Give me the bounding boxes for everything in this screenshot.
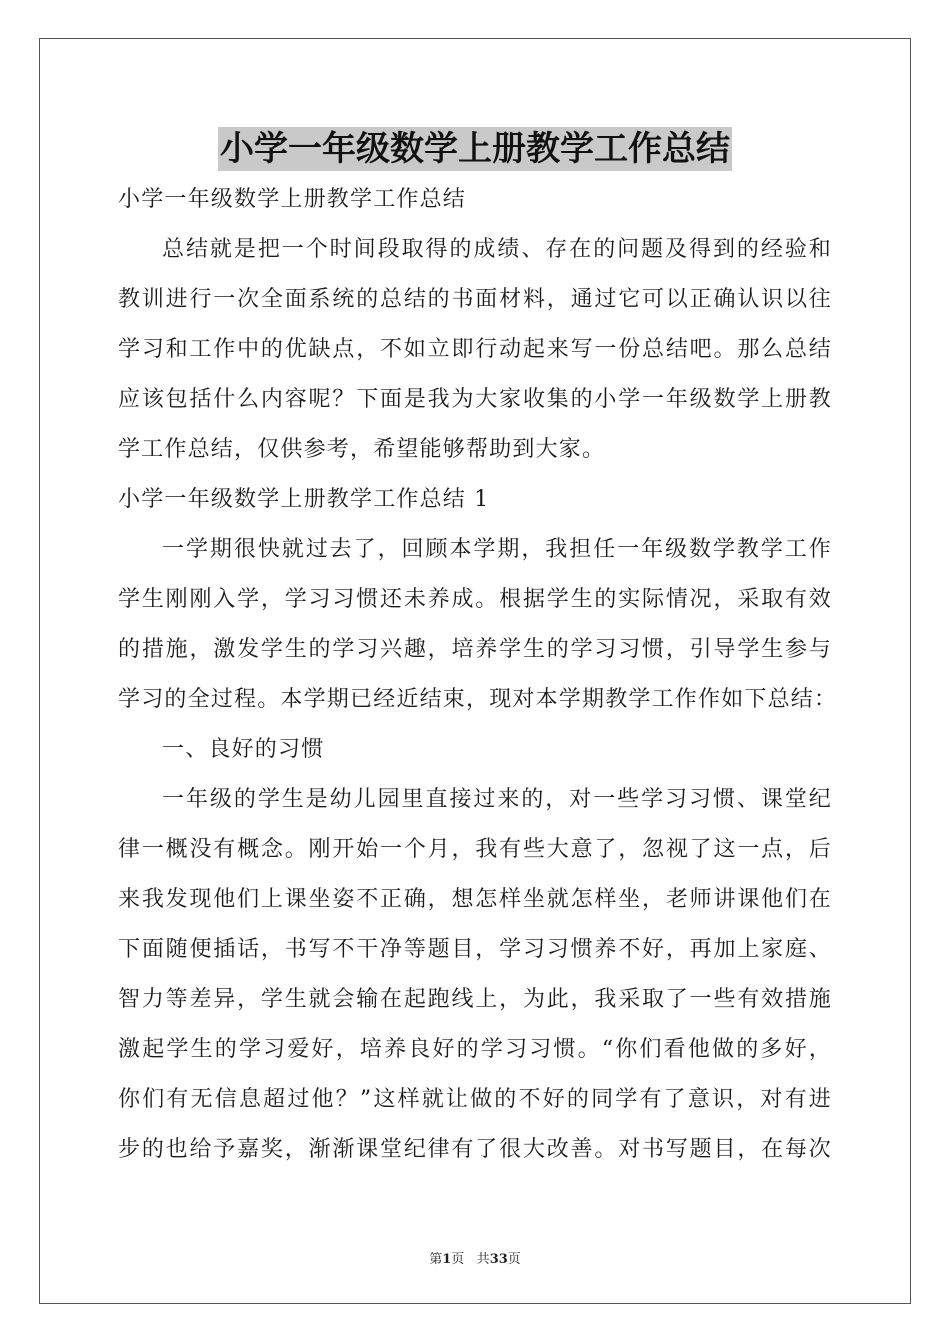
text-line: 来我发现他们上课坐姿不正确，想怎样坐就怎样坐，老师讲课他们在 xyxy=(118,887,832,912)
text-line: 学工作总结，仅供参考，希望能够帮助到大家。 xyxy=(118,437,606,462)
text-line: 一学期很快就过去了，回顾本学期，我担任一年级数学教学工作 xyxy=(162,537,832,562)
text-line: 激起学生的学习爱好，培养良好的学习习惯。“你们看他做的多好， xyxy=(118,1037,832,1062)
text-line: 律一概没有概念。刚开始一个月，我有些大意了，忽视了这一点，后 xyxy=(118,837,832,862)
footer-prefix: 第 xyxy=(429,1252,443,1267)
text-line: 小学一年级数学上册教学工作总结 1 xyxy=(118,487,490,512)
text-line: 一年级的学生是幼儿园里直接过来的，对一些学习习惯、课堂纪 xyxy=(162,787,832,812)
document-title: 小学一年级数学上册教学工作总结 xyxy=(220,129,730,169)
text-line: 步的也给予嘉奖，渐渐课堂纪律有了很大改善。对书写题目，在每次 xyxy=(118,1137,832,1162)
text-line: 教训进行一次全面系统的总结的书面材料，通过它可以正确认识以往 xyxy=(118,287,832,312)
text-line: 应该包括什么内容呢？下面是我为大家收集的小学一年级数学上册教 xyxy=(118,387,832,412)
document-body xyxy=(118,175,838,1175)
text-line: 你们有无信息超过他？”这样就让做的不好的同学有了意识，对有进 xyxy=(118,1087,832,1112)
text-line: 一、良好的习惯 xyxy=(162,737,325,762)
text-line: 智力等差异，学生就会输在起跑线上，为此，我采取了一些有效措施 xyxy=(118,987,832,1012)
text-line: 学生刚刚入学，学习习惯还未养成。根据学生的实际情况，采取有效 xyxy=(118,587,832,612)
page-footer xyxy=(0,1248,950,1267)
text-line: 学习的全过程。本学期已经近结束，现对本学期教学工作作如下总结： xyxy=(118,687,838,712)
text-line: 下面随便插话，书写不干净等题目，学习习惯养不好，再加上家庭、 xyxy=(118,937,832,962)
footer-page-unit: 页 xyxy=(451,1252,465,1267)
title-container xyxy=(0,127,950,171)
footer-total-pages: 33 xyxy=(489,1252,508,1267)
footer-page-number: 1 xyxy=(442,1252,452,1267)
text-line: 小学一年级数学上册教学工作总结 xyxy=(118,187,467,212)
text-line: 总结就是把一个时间段取得的成绩、存在的问题及得到的经验和 xyxy=(162,237,832,262)
footer-total-prefix: 共 xyxy=(476,1252,490,1267)
text-line: 学习和工作中的优缺点，不如立即行动起来写一份总结吧。那么总结 xyxy=(118,337,832,362)
footer-total-unit: 页 xyxy=(507,1252,521,1267)
text-line: 的措施，激发学生的学习兴趣，培养学生的学习习惯，引导学生参与 xyxy=(118,637,832,662)
